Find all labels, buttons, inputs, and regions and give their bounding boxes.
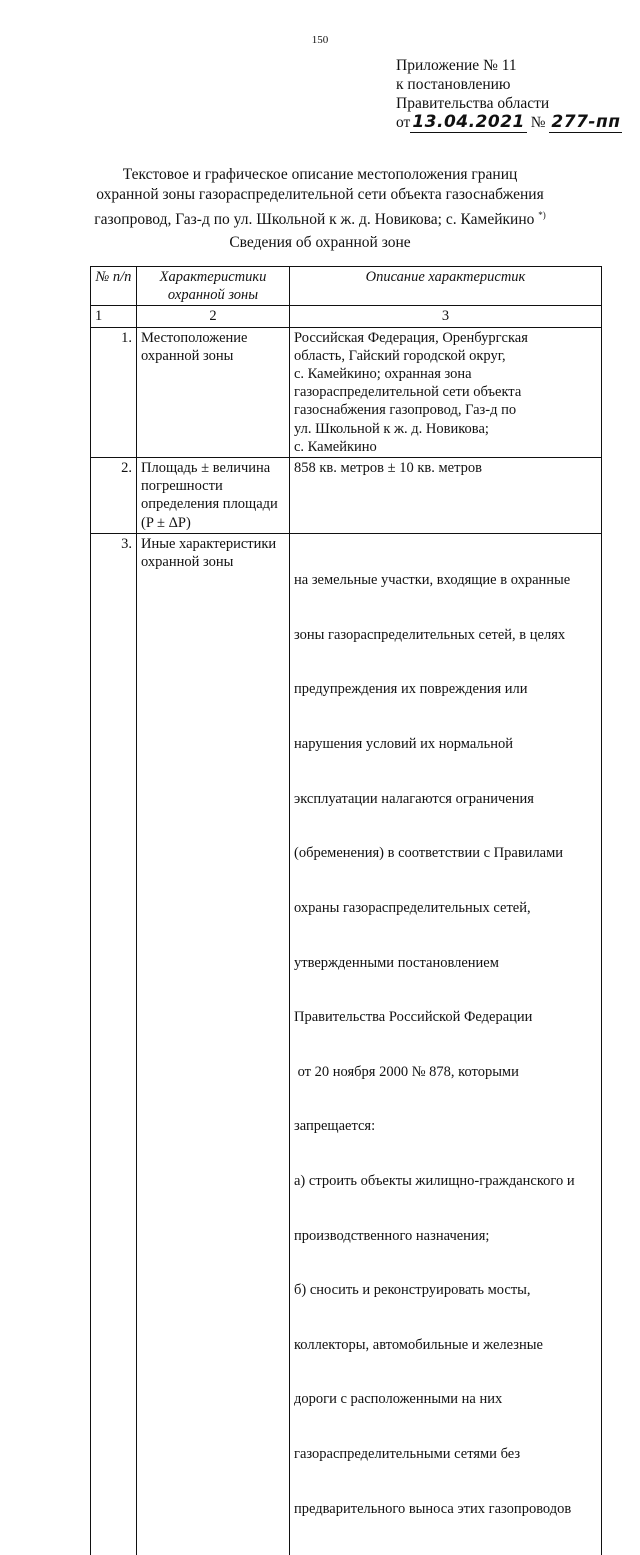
appendix-line2: к постановлению [396, 76, 511, 93]
description-line: дороги с расположенными на них [294, 1391, 503, 1408]
handwritten-date: 13.04.2021 [412, 112, 525, 132]
number-prefix: № [530, 114, 546, 131]
page-number: 150 [311, 34, 329, 46]
description-line: Правительства Российской Федерации [294, 1009, 533, 1026]
description-line: ул. Школьной к ж. д. Новикова; [294, 420, 489, 437]
description-line: б) сносить и реконструировать мосты, [294, 1282, 531, 1299]
description-line: зоны газораспределительных сетей, в целях [294, 626, 566, 643]
col-number-2: 2 [137, 306, 290, 327]
description-line: производственного назначения; [294, 1227, 490, 1244]
description-line: а) строить объекты жилищно-гражданского и [294, 1172, 575, 1189]
description-line: 858 кв. метров ± 10 кв. метров [294, 460, 482, 477]
description-line: газораспределительной сети объекта [294, 384, 522, 401]
description-line: запрещается: [294, 1118, 376, 1135]
table-row [91, 458, 602, 534]
appendix-date-line [396, 113, 622, 132]
col-number-3: 3 [290, 306, 602, 327]
description-line: предупреждения их повреждения или [294, 681, 528, 698]
description-line: нарушения условий их нормальной [294, 736, 514, 753]
row-characteristic: Площадь ± величина погрешности определения площади (P ± ΔP) [137, 458, 290, 534]
title-line3 [60, 205, 580, 230]
row-description [290, 327, 602, 457]
header-description: Описание характеристик [290, 267, 602, 306]
col-number-1: 1 [91, 306, 137, 327]
description-line: коллекторы, автомобильные и железные [294, 1336, 543, 1353]
section-subtitle: Сведения об охранной зоне [229, 234, 411, 251]
footnote-mark: *) [538, 210, 546, 220]
description-line: от 20 ноября 2000 № 878, которыми [294, 1063, 519, 1080]
handwritten-number: 277-пп [551, 112, 621, 132]
appendix-line1: Приложение № 11 [396, 57, 517, 74]
title-line3-text: газопровод, Газ-д по ул. Школьной к ж. д. Новикова; с. Камейкино [94, 211, 535, 229]
row-number: 1. [91, 327, 137, 457]
description-line: газораспределительными сетями без [294, 1446, 521, 1462]
appendix-block [396, 56, 622, 132]
description-line: с. Камейкино [294, 438, 377, 455]
description-line: охраны газораспределительных сетей, [294, 899, 531, 916]
row-characteristic: Местоположение охранной зоны [137, 327, 290, 457]
table-row [91, 533, 602, 1555]
header-number: № п/п [91, 267, 137, 306]
description-line: Российская Федерация, Оренбургская [294, 329, 528, 346]
title-line2: охранной зоны газораспределительной сети объекта газоснабжения [96, 186, 544, 203]
table-header-row [91, 267, 602, 306]
description-line: предварительного выноса этих газопроводов [294, 1500, 572, 1517]
row-description [290, 533, 602, 1555]
description-line: на земельные участки, входящие в охранные [294, 572, 571, 589]
row-number: 2. [91, 458, 137, 534]
title-line1: Текстовое и графическое описание местоположения границ [122, 166, 518, 183]
description-line: эксплуатации налагаются ограничения [294, 790, 534, 807]
description-line: область, Гайский городской округ, [294, 347, 506, 364]
description-line: с. Камейкино; охранная зона [294, 366, 472, 383]
table-row [91, 327, 602, 457]
row-number: 3. [91, 533, 137, 1555]
document-title [60, 165, 580, 230]
from-prefix: от [396, 114, 411, 131]
description-line: газоснабжения газопровод, Газ-д по [294, 402, 517, 419]
column-number-row [91, 306, 602, 327]
protection-zone-table [90, 266, 602, 1555]
appendix-line3: Правительства области [396, 95, 550, 112]
row-description [290, 458, 602, 534]
row-characteristic: Иные характеристики охранной зоны [137, 533, 290, 1555]
description-line: (обременения) в соответствии с Правилами [294, 845, 564, 862]
description-line: утвержденными постановлением [294, 954, 499, 971]
header-characteristics: Характеристики охранной зоны [137, 267, 290, 306]
